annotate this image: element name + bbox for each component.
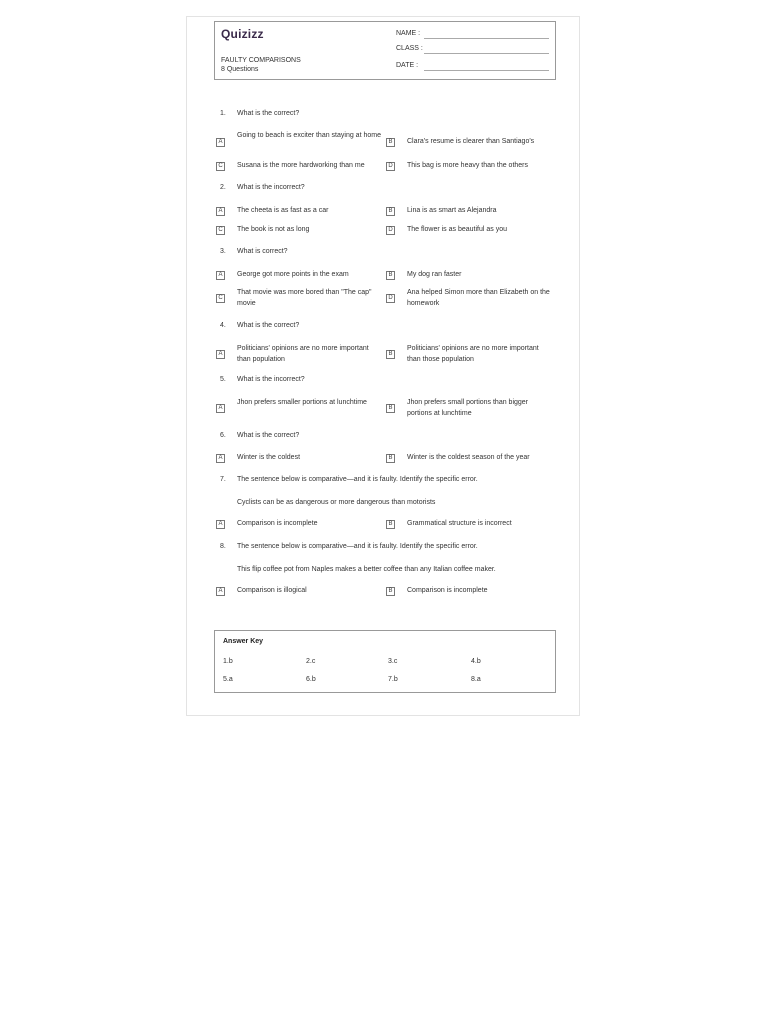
answer-item: 3.c	[388, 658, 398, 665]
answer-item: 8.a	[471, 676, 481, 683]
option-text: Politicians' opinions are no more important than population	[237, 345, 369, 363]
question-count: 8 Questions	[221, 66, 259, 73]
option-box[interactable]: A	[216, 587, 225, 596]
option-text: George got more points in the exam	[237, 271, 349, 278]
option-text: Susana is the more hardworking than me	[237, 162, 365, 169]
answer-item: 6.b	[306, 676, 316, 683]
question-3-text: What is correct?	[237, 248, 288, 255]
question-1-text: What is the correct?	[237, 110, 300, 117]
option-box[interactable]: C	[216, 294, 225, 303]
option-box[interactable]: C	[216, 162, 225, 171]
option-text: The cheeta is as fast as a car	[237, 207, 329, 214]
option-box[interactable]: B	[386, 520, 395, 529]
option-box[interactable]: A	[216, 271, 225, 280]
worksheet-header	[214, 21, 556, 80]
option-text: Jhon prefers small portions than bigger portions at lunchtime	[407, 399, 529, 417]
worksheet-page	[186, 16, 580, 716]
worksheet-title: FAULTY COMPARISONS	[221, 57, 301, 64]
option-text: Winter is the coldest	[237, 454, 301, 461]
question-6-text: What is the correct?	[237, 432, 300, 439]
answer-key	[214, 630, 556, 693]
question-5-text: What is the incorrect?	[237, 376, 305, 383]
option-text: Winter is the coldest season of the year	[407, 454, 530, 461]
option-text: Lina is as smart as Alejandra	[407, 207, 497, 214]
option-text: Going to beach is exciter than staying at home	[237, 132, 381, 139]
option-box[interactable]: B	[386, 587, 395, 596]
date-field	[396, 62, 549, 72]
option-box[interactable]: B	[386, 271, 395, 280]
option-text: Jhon prefers smaller portions at lunchtime	[237, 399, 367, 406]
answer-item: 1.b	[223, 658, 233, 665]
option-text: That movie was more bored than "The cap" movie	[237, 289, 372, 307]
class-line	[424, 53, 549, 54]
answer-item: 2.c	[306, 658, 316, 665]
question-5-number: 5.	[220, 376, 226, 383]
question-4-text: What is the correct?	[237, 322, 300, 329]
option-text: Clara's resume is clearer than Santiago's	[407, 138, 535, 145]
option-box[interactable]: A	[216, 138, 225, 147]
question-2-number: 2.	[220, 184, 226, 191]
option-box[interactable]: A	[216, 404, 225, 413]
option-box[interactable]: D	[386, 294, 395, 303]
question-2-text: What is the incorrect?	[237, 184, 305, 191]
option-text: Comparison is incomplete	[407, 587, 488, 594]
name-line	[424, 38, 549, 39]
option-box[interactable]: B	[386, 350, 395, 359]
answer-item: 5.a	[223, 676, 233, 683]
option-text: Comparison is illogical	[237, 587, 307, 594]
question-7-text: The sentence below is comparative—and it is faulty. Identify the specific error.	[237, 476, 478, 483]
option-box[interactable]: C	[216, 226, 225, 235]
question-7-sentence: Cyclists can be as dangerous or more dangerous than motorists	[237, 499, 436, 506]
option-box[interactable]: A	[216, 207, 225, 216]
option-box[interactable]: A	[216, 520, 225, 529]
question-8-number: 8.	[220, 543, 226, 550]
question-8-sentence: This flip coffee pot from Naples makes a better coffee than any Italian coffee maker.	[237, 566, 496, 573]
option-box[interactable]: A	[216, 454, 225, 463]
option-text: Comparison is incomplete	[237, 520, 318, 527]
question-4-number: 4.	[220, 322, 226, 329]
option-box[interactable]: D	[386, 162, 395, 171]
class-label: CLASS :	[396, 45, 423, 52]
option-text: Grammatical structure is incorrect	[407, 520, 512, 527]
question-1-number: 1.	[220, 110, 226, 117]
answer-item: 7.b	[388, 676, 398, 683]
option-box[interactable]: B	[386, 454, 395, 463]
answer-key-title: Answer Key	[223, 638, 264, 645]
quizizz-logo: Quizizz	[221, 27, 264, 41]
class-field	[396, 45, 549, 55]
option-text: My dog ran faster	[407, 271, 462, 278]
option-text: The book is not as long	[237, 226, 310, 233]
name-label: NAME :	[396, 30, 421, 37]
option-text: Ana helped Simon more than Elizabeth on the homework	[407, 289, 550, 307]
option-box[interactable]: D	[386, 226, 395, 235]
option-box[interactable]: B	[386, 138, 395, 147]
option-text: The flower is as beautiful as you	[407, 226, 507, 233]
option-box[interactable]: A	[216, 350, 225, 359]
answer-item: 4.b	[471, 658, 481, 665]
name-field	[396, 30, 549, 40]
question-7-number: 7.	[220, 476, 226, 483]
question-6-number: 6.	[220, 432, 226, 439]
option-text: Politicians' opinions are no more important than those population	[407, 345, 539, 363]
date-label: DATE :	[396, 62, 419, 69]
question-3-number: 3.	[220, 248, 226, 255]
date-line	[424, 70, 549, 71]
option-box[interactable]: B	[386, 404, 395, 413]
option-box[interactable]: B	[386, 207, 395, 216]
option-text: This bag is more heavy than the others	[407, 162, 529, 169]
question-8-text: The sentence below is comparative—and it is faulty. Identify the specific error.	[237, 543, 478, 550]
